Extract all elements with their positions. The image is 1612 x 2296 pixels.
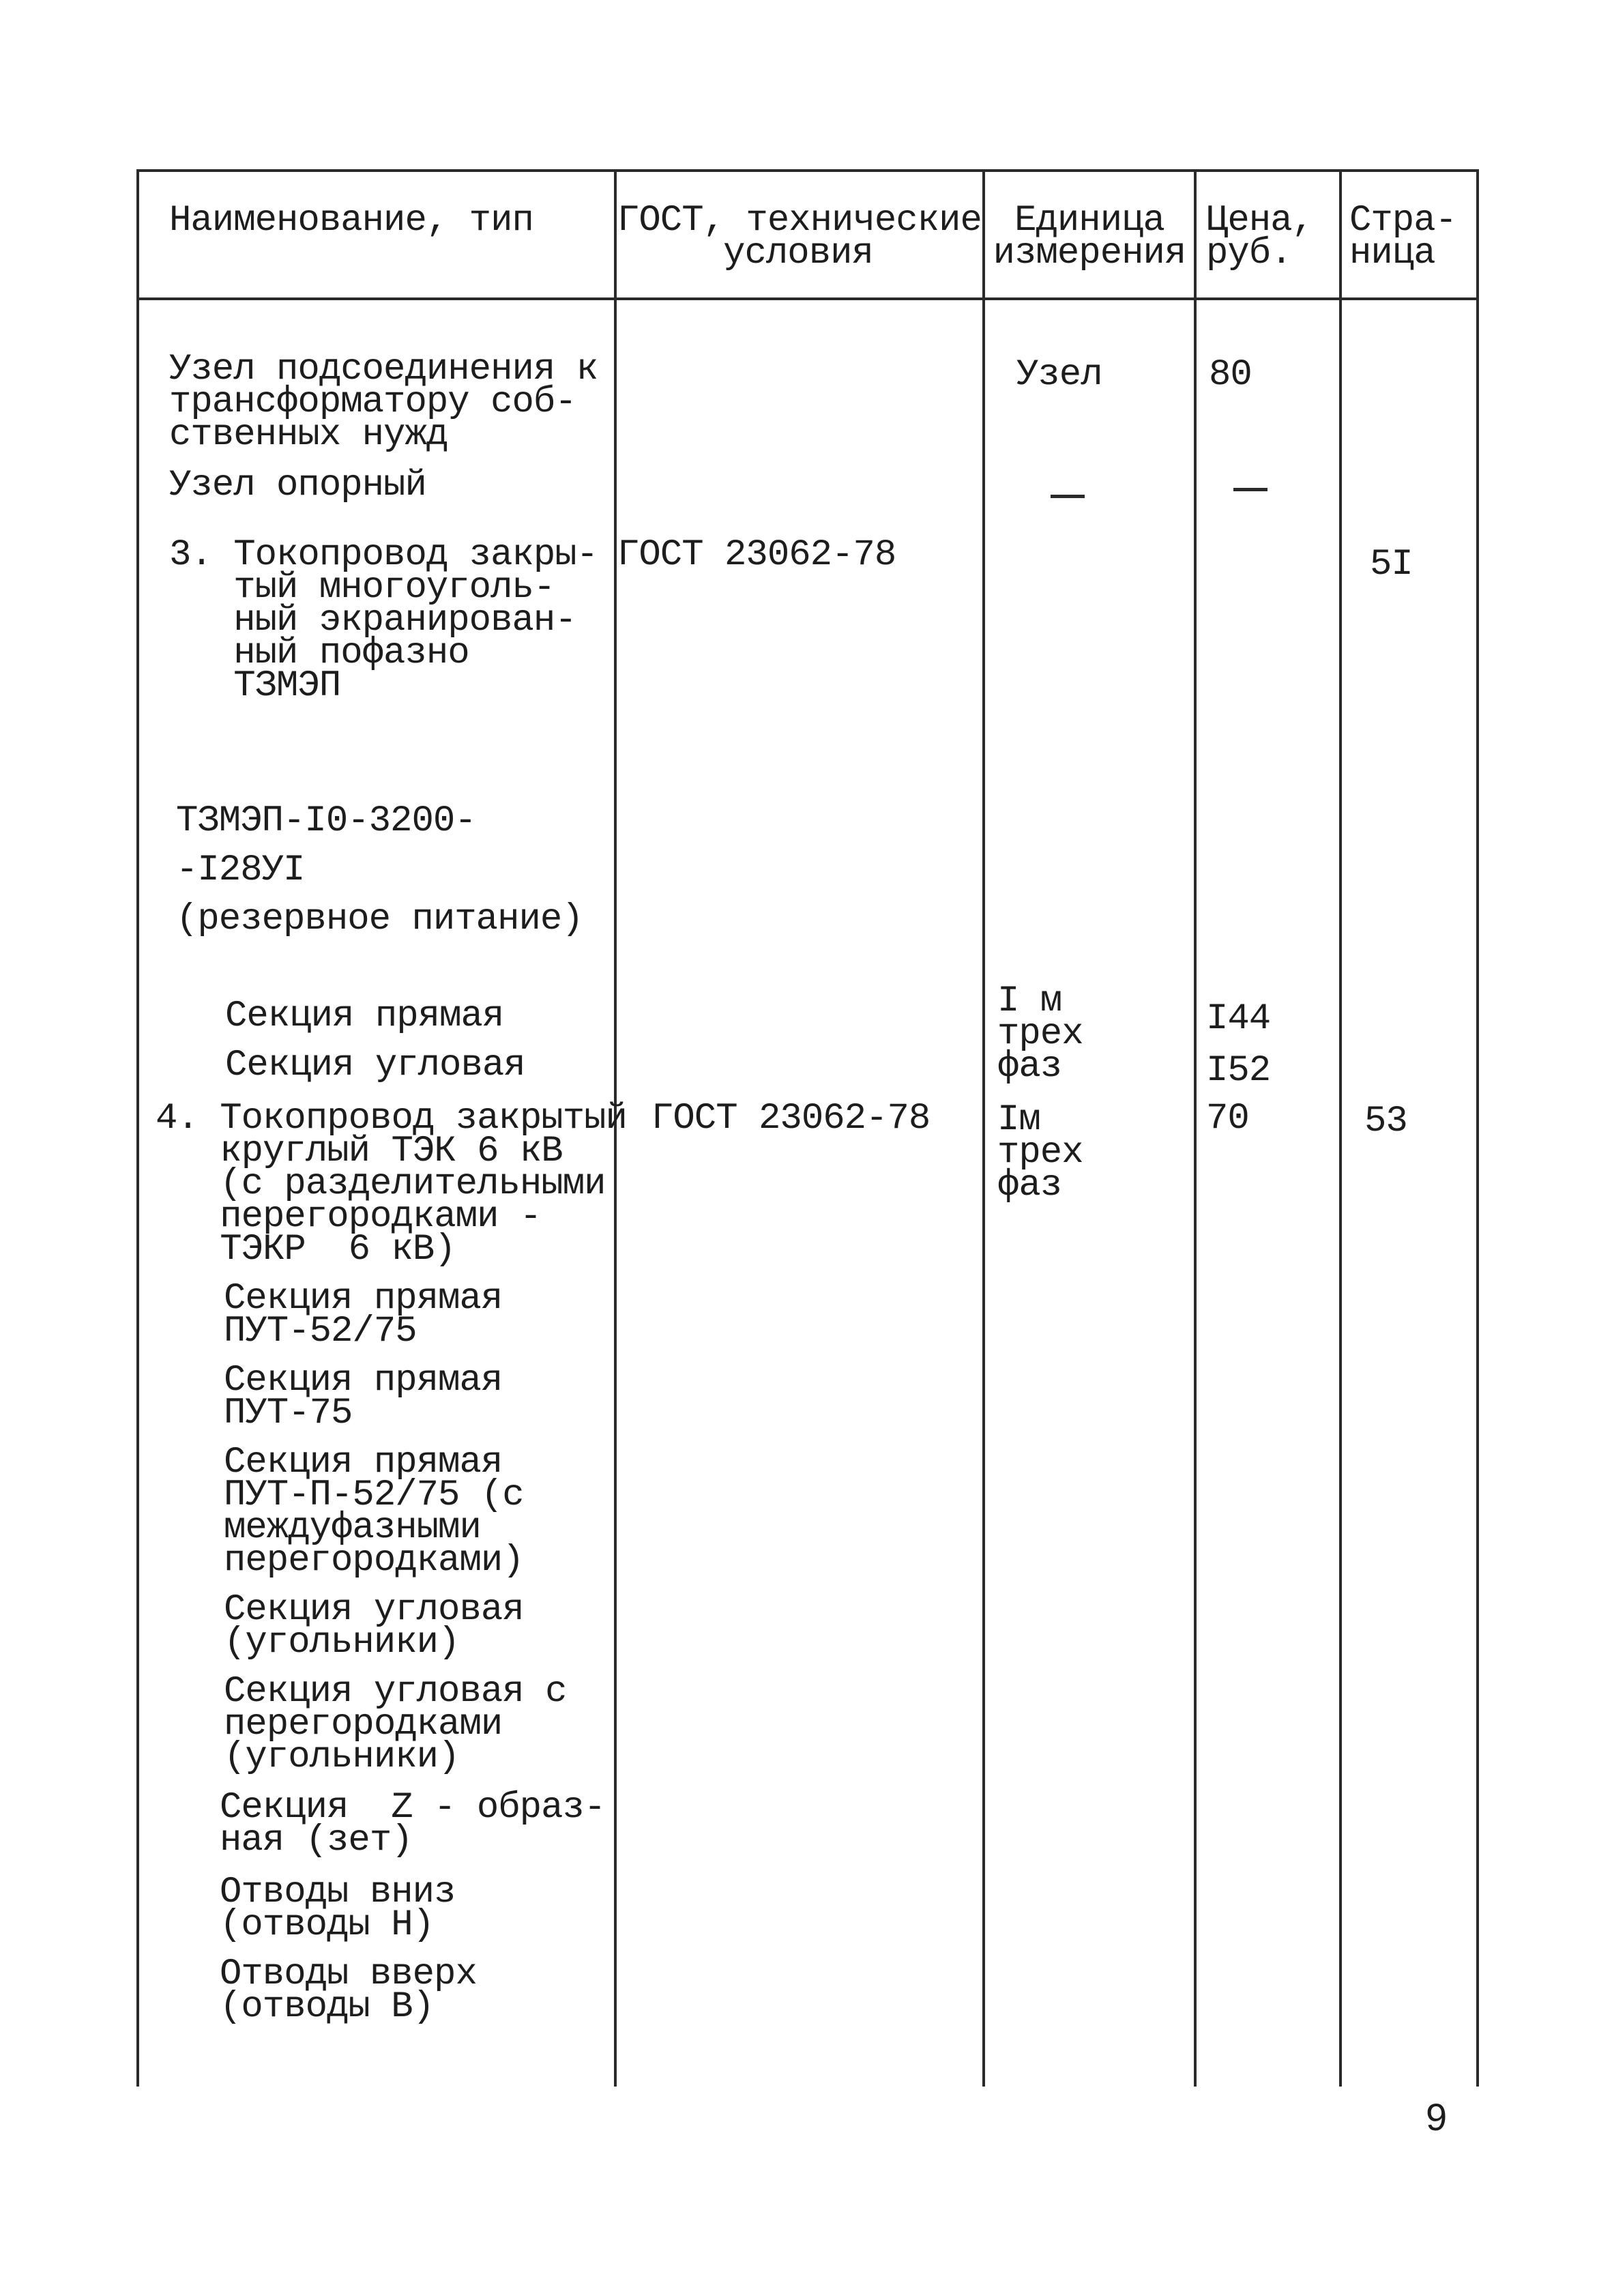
row-price-node: 80 xyxy=(1209,354,1252,396)
header-bottom-border xyxy=(136,297,1479,300)
row-name-z-section: Секция Z - образ- ная (зет) xyxy=(220,1787,606,1861)
dash-mark-price xyxy=(1233,488,1267,491)
page-number: 9 xyxy=(1426,2095,1448,2138)
col-divider-page xyxy=(1339,169,1342,2087)
row-page-tzmep: 5I xyxy=(1370,544,1413,585)
table-left-border xyxy=(136,169,139,2087)
header-page: Стра- ница xyxy=(1349,200,1457,274)
row-name-straight-section: Секция прямая xyxy=(225,996,504,1037)
row-unit-node: Узел xyxy=(1016,354,1102,396)
dash-mark-unit xyxy=(1051,495,1085,498)
header-name: Наименование, тип xyxy=(169,200,533,242)
row-price-tek: 70 xyxy=(1206,1098,1249,1139)
row-name-bends-up: Отводы вверх (отводы В) xyxy=(220,1953,477,2028)
row-name-connection-node: Узел подсоединения к трансформатору соб- ственных нужд xyxy=(169,349,598,456)
col-divider-price xyxy=(1194,169,1197,2087)
row-page-tek: 53 xyxy=(1364,1101,1407,1142)
row-name-corner-angles: Секция угловая (угольники) xyxy=(224,1589,524,1663)
col-divider-unit xyxy=(982,169,985,2087)
row-price-straight-section: I44 xyxy=(1206,998,1271,1040)
row-unit-support-node xyxy=(1051,478,1072,510)
row-gost-tzmep: ГОСТ 23062-78 xyxy=(617,534,896,576)
header-price: Цена, руб. xyxy=(1206,200,1314,274)
row-name-put-75: Секция прямая ПУТ-75 xyxy=(224,1360,503,1434)
row-name-support-node: Узел опорный xyxy=(169,465,426,506)
row-name-bends-down: Отводы вниз (отводы Н) xyxy=(220,1872,456,1946)
row-name-corner-section: Секция угловая xyxy=(225,1045,525,1086)
row-unit-straight-section: I м трех фаз xyxy=(997,980,1083,1088)
row-gost-tek: ГОСТ 23062-78 xyxy=(651,1098,930,1139)
header-gost: ГОСТ, технические условия xyxy=(617,200,982,274)
row-name-put-p-52-75: Секция прямая ПУТ-П-52/75 (с междуфазными перегородками) xyxy=(224,1442,524,1582)
row-unit-tek: Iм трех фаз xyxy=(997,1099,1083,1206)
header-unit: Единица измерения xyxy=(993,200,1186,274)
table-right-border xyxy=(1476,169,1479,2087)
table-top-border xyxy=(136,169,1479,172)
row-name-tzmep: 3. Токопровод закры- тый многоуголь- ный экранирован- ный пофазно ТЗМЭП xyxy=(169,534,598,707)
row-name-corner-partitions: Секция угловая с перегородками (угольники) xyxy=(224,1671,567,1778)
row-price-corner-section: I52 xyxy=(1206,1050,1271,1092)
row-name-tzmep-type: ТЗМЭП-I0-3200- -I28УI (резервное питание) xyxy=(176,800,583,940)
row-name-tek: 4. Токопровод закрытый круглый ТЭК 6 кВ (с разделительными перегородками - ТЭКР 6 кВ) xyxy=(156,1098,627,1270)
row-price-support-node xyxy=(1233,471,1255,504)
row-name-put-52-75: Секция прямая ПУТ-52/75 xyxy=(224,1278,503,1352)
